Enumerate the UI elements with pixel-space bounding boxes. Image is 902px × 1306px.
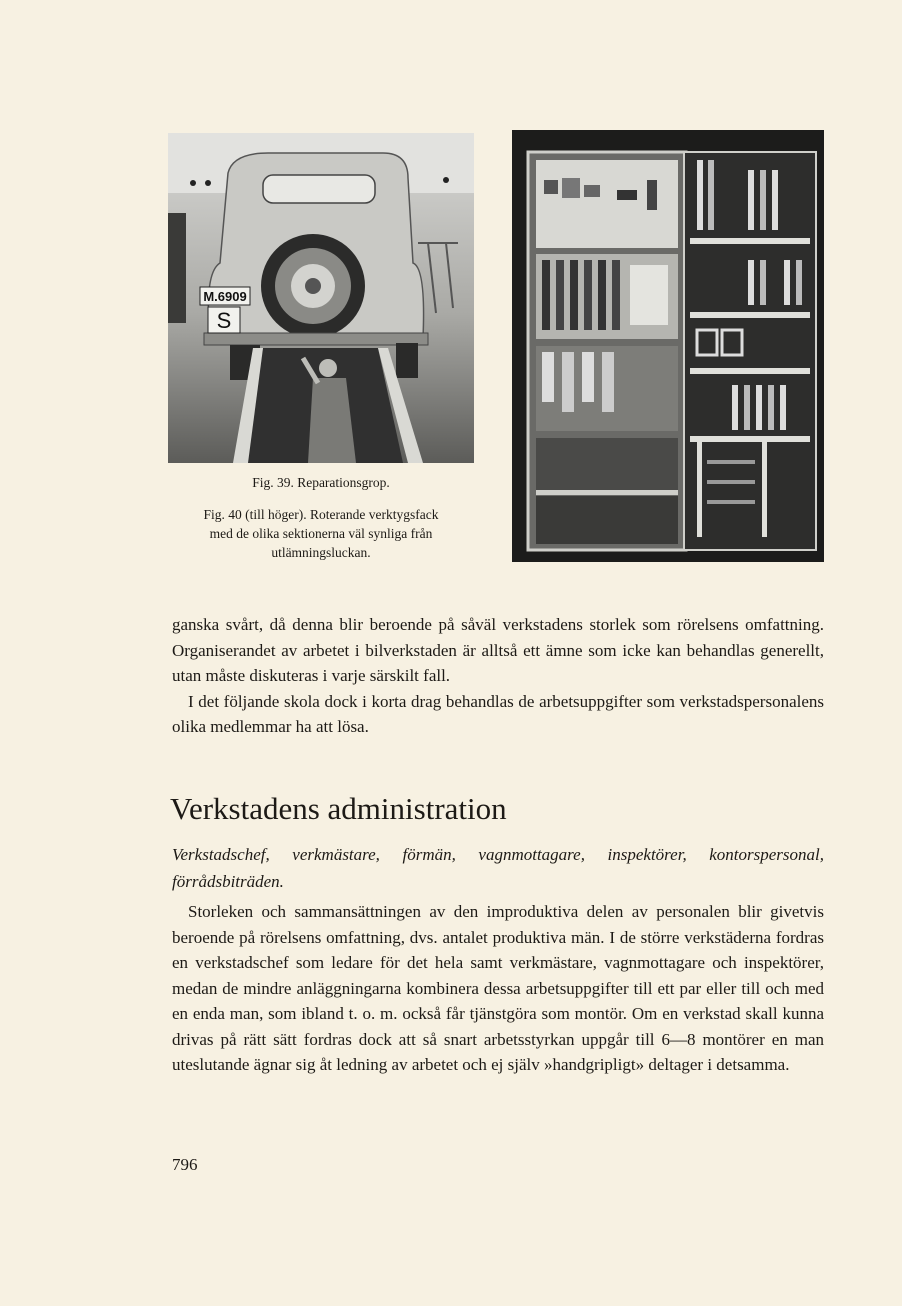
section-heading: Verkstadens administration — [170, 791, 507, 826]
figure-40-caption — [168, 505, 474, 562]
figure-39-photo — [168, 133, 474, 463]
figure-39-caption-text: Fig. 39. Reparationsgrop. — [252, 475, 390, 490]
section-paragraph: Storleken och sammansättningen av den improduktiva delen av personalen blir givetvis beroende på rörelsens omfattning, dvs. antalet produktiva män. I de större verkstäderna fordras en verkstadschef som ledare för det hela samt verkmästare, vagnmottagare och inspektörer, medan de mindre anläggningarna kombinera dessa arbetsuppgifter till ett par eller till och med en enda man, som ibland t. o. m. också får tjänstgöra som montör. Om en verkstad skall kunna drivas på rätt sätt fordras dock att så snart arbetsstyrkan uppgår till 6—8 montörer en man uteslutande ägnar sig åt ledning av arbetet och ej själv »handgripligt» deltager i detsamma. — [172, 902, 824, 1074]
section-body — [172, 899, 824, 1078]
intro-text — [172, 612, 824, 740]
intro-paragraph-2: I det följande skola dock i korta drag behandlas de arbetsuppgifter som verkstadspersonalens olika medlemmar ha att lösa. — [172, 691, 824, 736]
figure-40-caption-line: Fig. 40 (till höger). Roterande verktygsfack — [203, 507, 439, 522]
license-plate-number: M.6909 — [203, 289, 247, 304]
figure-39-caption — [168, 473, 474, 492]
page-number: 796 — [172, 1155, 198, 1174]
license-plate-letter: S — [216, 308, 232, 333]
section-subtitle: Verkstadschef, verkmästare, förmän, vagnmottagare, inspektörer, kontorspersonal, förrådsbiträden. — [172, 845, 824, 891]
intro-paragraph-1: ganska svårt, då denna blir beroende på såväl verkstadens storlek som rörelsens omfattning. Organiserandet av arbetet i bilverkstaden är alltså ett ämne som icke kan behandlas generellt, utan måste diskuteras i varje särskilt fall. — [172, 615, 824, 685]
figure-40-caption-line: med de olika sektionerna väl synliga från — [209, 526, 433, 541]
figure-40-photo — [512, 130, 824, 562]
figure-40-caption-line: utlämningsluckan. — [271, 545, 371, 560]
